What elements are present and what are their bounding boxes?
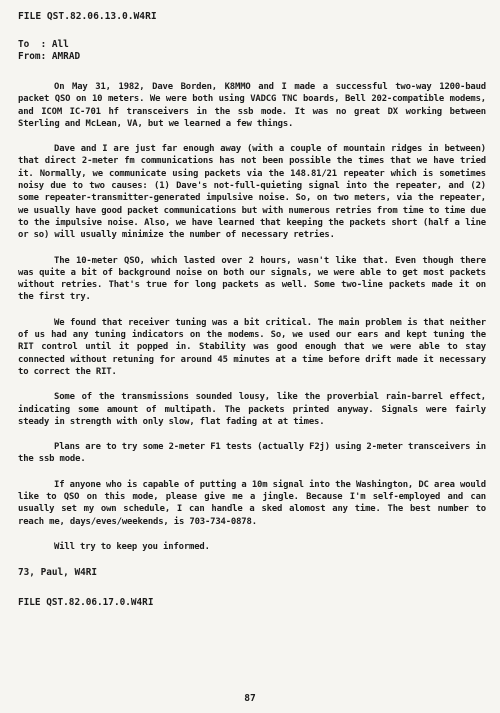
to-value: All bbox=[51, 39, 69, 50]
memo-from-line bbox=[18, 51, 486, 63]
body-paragraph: On May 31, 1982, Dave Borden, K8MMO and I made a successful two-way 1200-baud packet QSO on 10 meters. We were both using VADCG TNC boards, Bell 202-compatible modems, and ICOM IC-701 hf transceivers in the ssb mode. It was no great DX working between Sterling and McLean, VA, but we learned a few things. bbox=[18, 82, 486, 129]
from-label: From: bbox=[18, 51, 47, 62]
body-paragraph: We found that receiver tuning was a bit critical. The main problem is that neither of us had any tuning indicators on the modems. So, we used our ears and kept tuning the RIT control until it popped in. Stability was good enough that we were able to stay connected without retuning for around 45 minutes at a time before drift made it necessary to correct the RIT. bbox=[18, 317, 486, 377]
body-paragraph: Plans are to try some 2-meter F1 tests (actually F2j) using 2-meter transceivers in the ssb mode. bbox=[18, 442, 486, 465]
body-paragraph: Will try to keep you informed. bbox=[54, 541, 210, 552]
signoff: 73, Paul, W4RI bbox=[18, 567, 98, 579]
body-paragraph: Some of the transmissions sounded lousy, like the proverbial rain-barrel effect, indicating some amount of multipath. The packets printed anyway. Signals were fairly steady in strength with only slow, flat fading at at times. bbox=[18, 392, 486, 427]
body-paragraph: If anyone who is capable of putting a 10m signal into the Washington, DC area would like to QSO on this mode, please give me a jingle. Because I'm self-employed and can usually set my own schedule, I can handle a sked alomost any time. The best number to reach me, days/eves/weekends, is 703-734-0878. bbox=[18, 479, 486, 527]
file-header: FILE QST.82.06.13.0.W4RI bbox=[18, 11, 157, 22]
document-page bbox=[18, 10, 486, 609]
memo-to-line bbox=[18, 39, 486, 51]
from-value: AMRAD bbox=[51, 51, 81, 62]
page-number: 87 bbox=[244, 693, 256, 704]
body-paragraph: Dave and I are just far enough away (with a couple of mountain ridges in between) that direct 2-meter fm communications has not been possible the times that we have tried it. Normally, we communicate using packets via the 148.81/21 repeater which is sometimes noisy due to two causes: (1) Dave's not-full-quieting signal into the repeater, and (2) some repeater-transmitter-generated impulsive noise. So, on two meters, via the repeater, we usually have good packet communications but with numerous retries from time to time due to the impulsive noise. Also, we have learned that keeping the packets short (half a line or so) will usually minimize the number of necessary retries. bbox=[18, 144, 486, 241]
file-footer: FILE QST.82.06.17.0.W4RI bbox=[18, 597, 154, 609]
to-label: To : bbox=[18, 39, 47, 50]
body-paragraph: The 10-meter QSO, which lasted over 2 hours, wasn't like that. Even though there was quite a bit of background noise on both our signals, we were able to get most packets without retries. That's true for long packets as well. Some two-line packets made it on the first try. bbox=[18, 255, 486, 303]
